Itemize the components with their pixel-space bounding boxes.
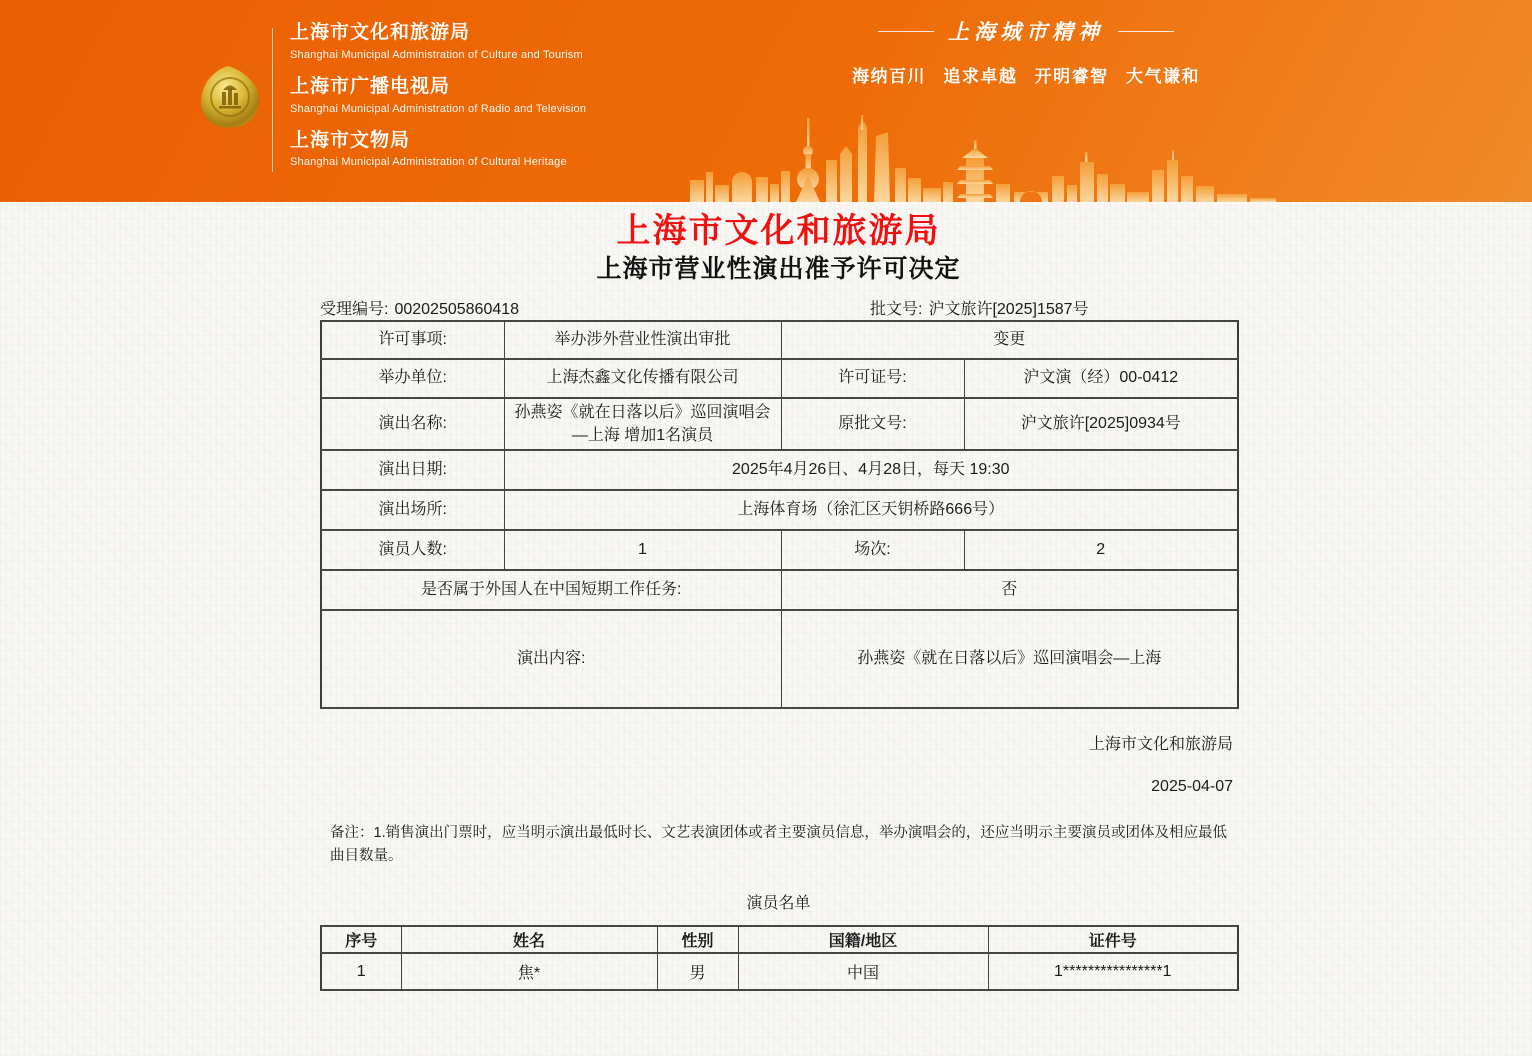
performer-seq: 1	[321, 953, 401, 990]
approval-number-value: 沪文旅许[2025]1587号	[928, 300, 1089, 318]
signoff-block	[320, 731, 1237, 796]
short-term-label: 是否属于外国人在中国短期工作任务:	[321, 570, 781, 610]
col-header-name: 姓名	[401, 926, 657, 953]
organizer-label: 举办单位:	[321, 359, 504, 398]
organizer-value: 上海杰鑫文化传播有限公司	[504, 359, 781, 398]
table-row	[321, 450, 1238, 490]
table-row	[321, 398, 1238, 450]
agency-name-en: Shanghai Municipal Administration of Cultural Heritage	[290, 156, 567, 169]
signoff-issuer: 上海市文化和旅游局	[1088, 735, 1233, 753]
table-row	[321, 490, 1238, 530]
city-spirit-block	[852, 16, 1200, 87]
col-header-seq: 序号	[321, 926, 401, 953]
agency-name-zh: 上海市广播电视局	[290, 75, 451, 97]
agency-name-zh: 上海市文物局	[290, 129, 411, 151]
approval-number-label: 批文号:	[870, 300, 923, 318]
spirit-value: 追求卓越	[943, 67, 1018, 86]
divider-line	[1118, 31, 1174, 32]
col-header-nationality: 国籍/地区	[738, 926, 988, 953]
change-type-value: 变更	[781, 321, 1238, 359]
issuing-agency-title: 上海市文化和旅游局	[616, 212, 941, 250]
session-label: 场次:	[781, 530, 964, 570]
agency-name-en: Shanghai Municipal Administration of Radio and Television	[290, 102, 587, 115]
table-row	[321, 570, 1238, 610]
spirit-value: 海纳百川	[852, 67, 926, 86]
agency-cultural-heritage	[290, 130, 586, 169]
document-meta-row	[320, 296, 1237, 320]
remark-text: 1.销售演出门票时，应当明示演出最低时长、文艺表演团体或者主要演员信息，举办演唱会的，还应当明示主要演员或团体及相应最低曲目数量。	[330, 824, 1228, 865]
agency-radio-tv	[290, 76, 586, 115]
table-row	[321, 953, 1238, 990]
session-value: 2	[964, 530, 1238, 570]
show-name-value: 孙燕姿《就在日落以后》巡回演唱会—上海 增加1名演员	[504, 398, 781, 450]
performer-id-number: 1****************1	[988, 953, 1238, 990]
spirit-value: 开明睿智	[1034, 67, 1109, 86]
city-spirit-values	[852, 62, 1200, 87]
agency-culture-tourism	[290, 22, 586, 61]
license-item-value: 举办涉外营业性演出审批	[504, 321, 781, 359]
acceptance-number-label: 受理编号:	[320, 300, 389, 318]
license-no-value: 沪文演（经）00-0412	[964, 359, 1238, 398]
table-row	[321, 321, 1238, 359]
table-row	[321, 530, 1238, 570]
acceptance-number	[320, 296, 519, 319]
performer-gender: 男	[657, 953, 738, 990]
approval-number	[870, 296, 1089, 319]
performer-nationality: 中国	[738, 953, 988, 990]
table-header-row	[321, 926, 1238, 953]
col-header-gender: 性别	[657, 926, 738, 953]
performer-name: 焦*	[401, 953, 657, 990]
header-divider	[272, 28, 273, 172]
city-spirit-title: 上海城市精神	[948, 19, 1104, 44]
signoff-date: 2025-04-07	[1151, 777, 1233, 795]
show-date-value: 2025年4月26日、4月28日，每天 19:30	[504, 450, 1238, 490]
col-header-id-number: 证件号	[988, 926, 1238, 953]
shanghai-skyline-icon	[690, 102, 1300, 202]
performer-count-label: 演员人数:	[321, 530, 504, 570]
permit-document	[320, 214, 1237, 991]
agency-list	[290, 22, 586, 183]
show-name-label: 演出名称:	[321, 398, 504, 450]
orig-approval-label: 原批文号:	[781, 398, 964, 450]
table-row	[321, 359, 1238, 398]
performer-list-table	[320, 925, 1239, 991]
performer-count-value: 1	[504, 530, 781, 570]
venue-label: 演出场所:	[321, 490, 504, 530]
divider-line	[878, 31, 934, 32]
agency-name-zh: 上海市文化和旅游局	[290, 22, 471, 43]
show-content-value: 孙燕姿《就在日落以后》巡回演唱会—上海	[781, 610, 1238, 708]
acceptance-number-value: 00202505860418	[394, 300, 520, 318]
city-spirit-title-row	[852, 16, 1200, 46]
remark-label: 备注：	[330, 824, 374, 841]
permit-detail-table	[320, 320, 1239, 709]
gov-emblem-icon	[198, 64, 262, 130]
header-band	[0, 0, 1532, 202]
show-content-label: 演出内容:	[321, 610, 781, 708]
orig-approval-value: 沪文旅许[2025]0934号	[964, 398, 1238, 450]
remark-note	[320, 822, 1237, 868]
venue-value: 上海体育场（徐汇区天钥桥路666号）	[504, 490, 1238, 530]
show-date-label: 演出日期:	[321, 450, 504, 490]
license-item-label: 许可事项:	[321, 321, 504, 359]
license-no-label: 许可证号:	[781, 359, 964, 398]
spirit-value: 大气谦和	[1125, 67, 1200, 86]
document-title: 上海市营业性演出准予许可决定	[596, 255, 961, 283]
short-term-value: 否	[781, 570, 1238, 610]
performer-list-title: 演员名单	[746, 895, 811, 913]
table-row	[321, 610, 1238, 708]
agency-name-en: Shanghai Municipal Administration of Culture and Tourism	[290, 48, 583, 61]
